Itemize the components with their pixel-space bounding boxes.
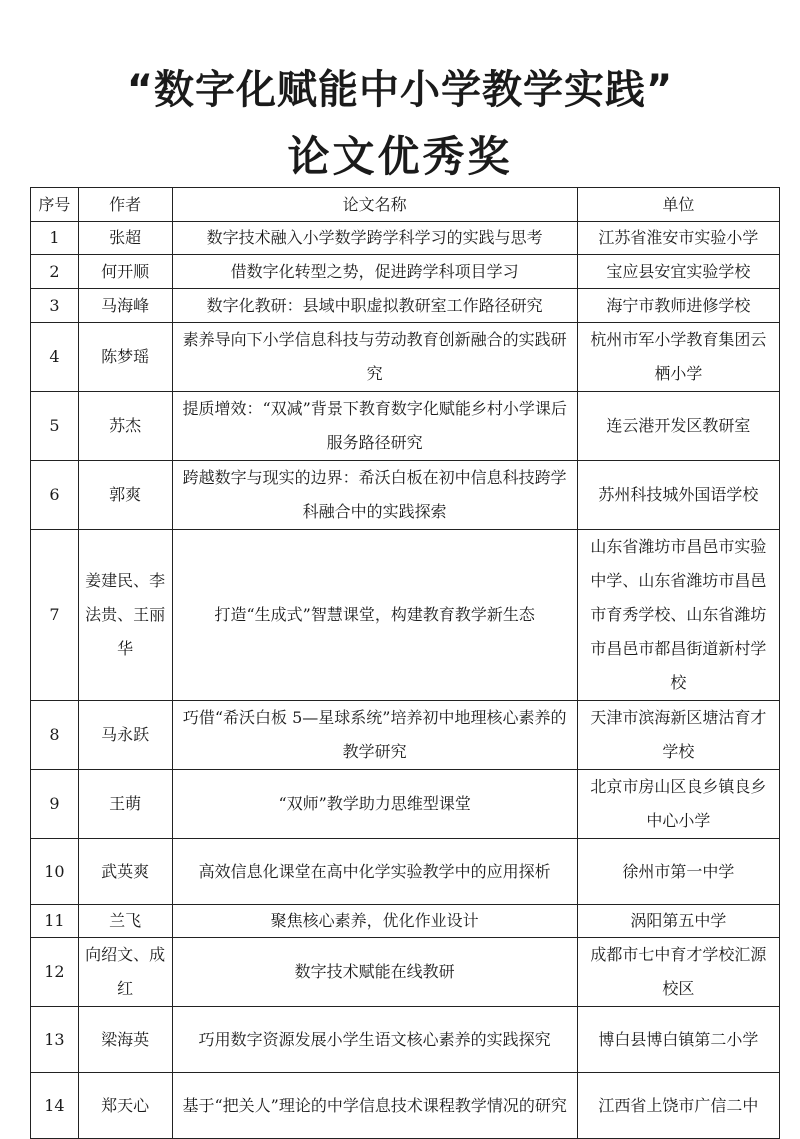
table-row xyxy=(31,1073,780,1139)
table-row xyxy=(31,461,780,530)
row-author: 姜建民、李法贵、王丽华 xyxy=(78,530,172,701)
row-unit: 宝应县安宜实验学校 xyxy=(577,255,779,289)
row-unit: 成都市七中育才学校汇源校区 xyxy=(577,938,779,1007)
table-row xyxy=(31,323,780,392)
header-title: 论文名称 xyxy=(172,188,577,222)
header-unit: 单位 xyxy=(577,188,779,222)
row-author: 马永跃 xyxy=(78,701,172,770)
row-unit: 山东省潍坊市昌邑市实验中学、山东省潍坊市昌邑市育秀学校、山东省潍坊市昌邑市都昌街道新村学校 xyxy=(577,530,779,701)
row-number: 9 xyxy=(31,770,79,839)
row-number: 10 xyxy=(31,839,79,905)
row-paper-title: 巧用数字资源发展小学生语文核心素养的实践探究 xyxy=(172,1007,577,1073)
row-author: 武英爽 xyxy=(78,839,172,905)
row-unit: 海宁市教师进修学校 xyxy=(577,289,779,323)
row-author: 陈梦瑶 xyxy=(78,323,172,392)
row-paper-title: 数字技术赋能在线教研 xyxy=(172,938,577,1007)
row-unit: 连云港开发区教研室 xyxy=(577,392,779,461)
award-table xyxy=(30,187,780,1139)
row-paper-title: 高效信息化课堂在高中化学实验教学中的应用探析 xyxy=(172,839,577,905)
row-number: 5 xyxy=(31,392,79,461)
table-row xyxy=(31,222,780,255)
row-number: 7 xyxy=(31,530,79,701)
row-author: 郭爽 xyxy=(78,461,172,530)
row-paper-title: 借数字化转型之势，促进跨学科项目学习 xyxy=(172,255,577,289)
row-number: 3 xyxy=(31,289,79,323)
row-author: 郑天心 xyxy=(78,1073,172,1139)
row-paper-title: 数字技术融入小学数学跨学科学习的实践与思考 xyxy=(172,222,577,255)
row-unit: 北京市房山区良乡镇良乡中心小学 xyxy=(577,770,779,839)
table-row xyxy=(31,839,780,905)
row-number: 13 xyxy=(31,1007,79,1073)
row-number: 14 xyxy=(31,1073,79,1139)
row-author: 梁海英 xyxy=(78,1007,172,1073)
table-row xyxy=(31,1007,780,1073)
row-unit: 博白县博白镇第二小学 xyxy=(577,1007,779,1073)
row-unit: 江西省上饶市广信二中 xyxy=(577,1073,779,1139)
row-paper-title: 巧借“希沃白板 5—星球系统”培养初中地理核心素养的教学研究 xyxy=(172,701,577,770)
row-unit: 天津市滨海新区塘沽育才学校 xyxy=(577,701,779,770)
row-unit: 江苏省淮安市实验小学 xyxy=(577,222,779,255)
row-author: 何开顺 xyxy=(78,255,172,289)
row-paper-title: 素养导向下小学信息科技与劳动教育创新融合的实践研究 xyxy=(172,323,577,392)
row-author: 张超 xyxy=(78,222,172,255)
row-number: 4 xyxy=(31,323,79,392)
row-paper-title: 聚焦核心素养，优化作业设计 xyxy=(172,905,577,938)
table-header-row xyxy=(31,188,780,222)
row-unit: 苏州科技城外国语学校 xyxy=(577,461,779,530)
table-row xyxy=(31,905,780,938)
table-row xyxy=(31,289,780,323)
table-row xyxy=(31,530,780,701)
row-unit: 徐州市第一中学 xyxy=(577,839,779,905)
row-author: 王萌 xyxy=(78,770,172,839)
row-number: 8 xyxy=(31,701,79,770)
row-paper-title: 提质增效：“双减”背景下教育数字化赋能乡村小学课后服务路径研究 xyxy=(172,392,577,461)
row-author: 向绍文、成红 xyxy=(78,938,172,1007)
row-number: 1 xyxy=(31,222,79,255)
table-row xyxy=(31,701,780,770)
row-paper-title: 打造“生成式”智慧课堂，构建教育教学新生态 xyxy=(172,530,577,701)
table-row xyxy=(31,938,780,1007)
table-row xyxy=(31,392,780,461)
row-paper-title: 基于“把关人”理论的中学信息技术课程教学情况的研究 xyxy=(172,1073,577,1139)
row-number: 12 xyxy=(31,938,79,1007)
row-author: 兰飞 xyxy=(78,905,172,938)
row-paper-title: “双师”教学助力思维型课堂 xyxy=(172,770,577,839)
document-title: “数字化赋能中小学教学实践” xyxy=(126,67,674,113)
row-number: 6 xyxy=(31,461,79,530)
row-number: 11 xyxy=(31,905,79,938)
row-paper-title: 跨越数字与现实的边界：希沃白板在初中信息科技跨学科融合中的实践探索 xyxy=(172,461,577,530)
table-row xyxy=(31,770,780,839)
row-number: 2 xyxy=(31,255,79,289)
table-row xyxy=(31,255,780,289)
award-title: 论文优秀奖 xyxy=(287,132,513,181)
header-no: 序号 xyxy=(31,188,79,222)
row-unit: 杭州市军小学教育集团云栖小学 xyxy=(577,323,779,392)
header-author: 作者 xyxy=(78,188,172,222)
row-unit: 涡阳第五中学 xyxy=(577,905,779,938)
row-paper-title: 数字化教研：县域中职虚拟教研室工作路径研究 xyxy=(172,289,577,323)
row-author: 马海峰 xyxy=(78,289,172,323)
row-author: 苏杰 xyxy=(78,392,172,461)
